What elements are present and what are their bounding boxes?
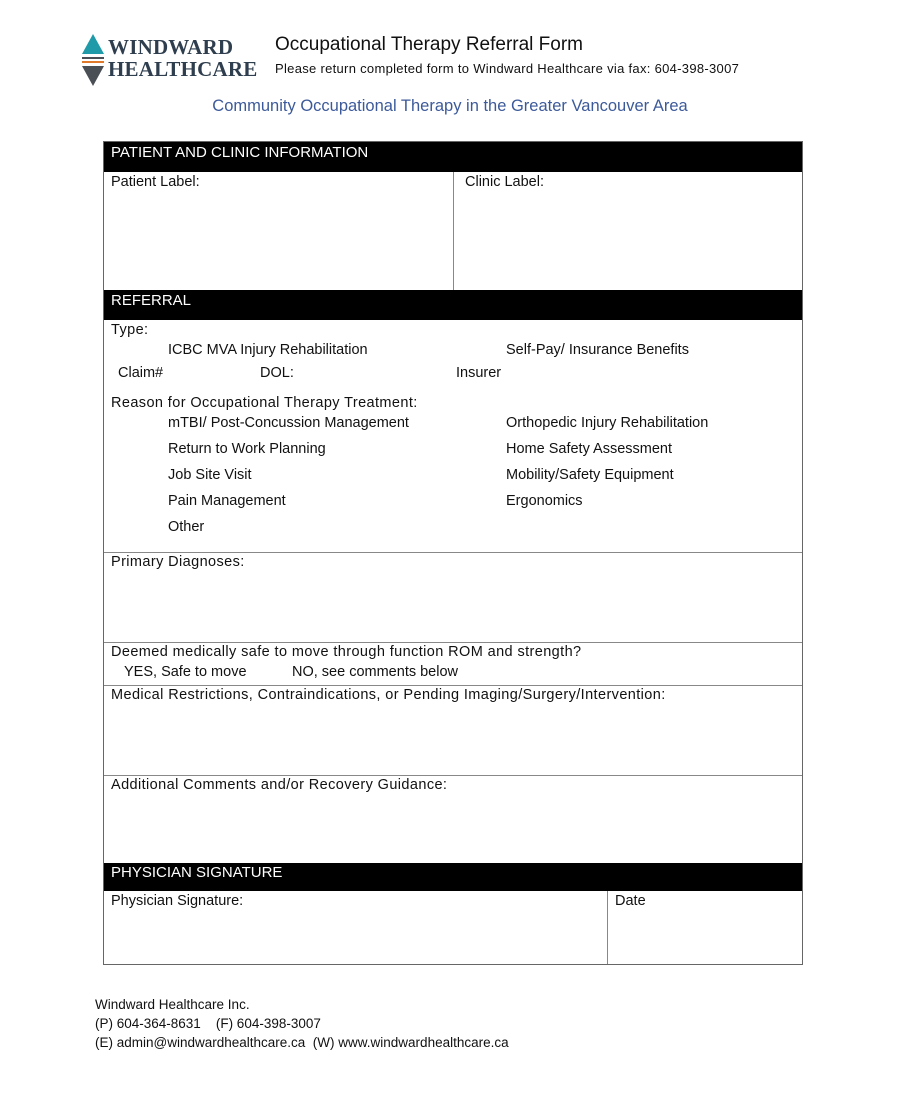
- logo-text-line1: WINDWARD: [108, 35, 234, 59]
- type-option-icbc[interactable]: ICBC MVA Injury Rehabilitation: [168, 342, 368, 358]
- reason-option[interactable]: Ergonomics: [506, 493, 583, 509]
- type-option-selfpay[interactable]: Self-Pay/ Insurance Benefits: [506, 342, 689, 358]
- physician-signature-field[interactable]: Physician Signature:: [111, 893, 244, 909]
- medically-safe-question: Deemed medically safe to move through function ROM and strength?: [111, 644, 582, 660]
- reason-option[interactable]: Pain Management: [168, 493, 286, 509]
- type-label: Type:: [111, 322, 149, 338]
- yes-safe-option[interactable]: YES, Safe to move: [124, 664, 247, 680]
- insurer-field[interactable]: Insurer: [456, 365, 502, 381]
- no-see-comments-option[interactable]: NO, see comments below: [292, 664, 459, 680]
- reason-option[interactable]: Return to Work Planning: [168, 441, 326, 457]
- reason-option[interactable]: Job Site Visit: [168, 467, 252, 483]
- divider: [104, 775, 802, 776]
- reason-option[interactable]: Home Safety Assessment: [506, 441, 673, 457]
- logo-triangles-icon: [80, 32, 106, 88]
- claim-number-field[interactable]: Claim#: [118, 365, 164, 381]
- footer-contact: [95, 995, 509, 1052]
- tagline: Community Occupational Therapy in the Greater Vancouver Area: [212, 97, 688, 115]
- divider: [104, 685, 802, 686]
- section-header-referral: REFERRAL: [104, 290, 802, 320]
- footer-email-web: (E) admin@windwardhealthcare.ca (W) www.windwardhealthcare.ca: [95, 1035, 509, 1050]
- date-field[interactable]: Date: [615, 893, 646, 909]
- comments-field[interactable]: Additional Comments and/or Recovery Guidance:: [111, 777, 448, 793]
- footer-phone-fax: (P) 604-364-8631 (F) 604-398-3007: [95, 1016, 321, 1031]
- restrictions-field[interactable]: Medical Restrictions, Contraindications, or Pending Imaging/Surgery/Intervention:: [111, 687, 666, 703]
- form-title: Occupational Therapy Referral Form: [275, 34, 583, 55]
- section-header-physician: PHYSICIAN SIGNATURE: [104, 863, 802, 891]
- reason-label: Reason for Occupational Therapy Treatment:: [111, 395, 418, 411]
- primary-diagnoses-field[interactable]: Primary Diagnoses:: [111, 554, 245, 570]
- referral-form: [103, 141, 803, 965]
- reason-option[interactable]: Orthopedic Injury Rehabilitation: [506, 415, 709, 431]
- logo-text-line2: HEALTHCARE: [108, 57, 258, 81]
- windward-logo: [80, 32, 258, 88]
- reason-option[interactable]: mTBI/ Post-Concussion Management: [168, 415, 409, 431]
- footer-company: Windward Healthcare Inc.: [95, 997, 250, 1012]
- reason-option[interactable]: Mobility/Safety Equipment: [506, 467, 674, 483]
- divider: [104, 642, 802, 643]
- divider: [453, 172, 454, 290]
- section-header-patient-clinic: PATIENT AND CLINIC INFORMATION: [104, 142, 802, 172]
- form-subtitle: Please return completed form to Windward Healthcare via fax: 604-398-3007: [275, 61, 740, 76]
- divider: [607, 891, 608, 964]
- dol-field[interactable]: DOL:: [260, 365, 294, 381]
- clinic-label-field[interactable]: Clinic Label:: [465, 174, 544, 190]
- reason-option[interactable]: Other: [168, 519, 205, 535]
- divider: [104, 552, 802, 553]
- patient-label-field[interactable]: Patient Label:: [111, 174, 200, 190]
